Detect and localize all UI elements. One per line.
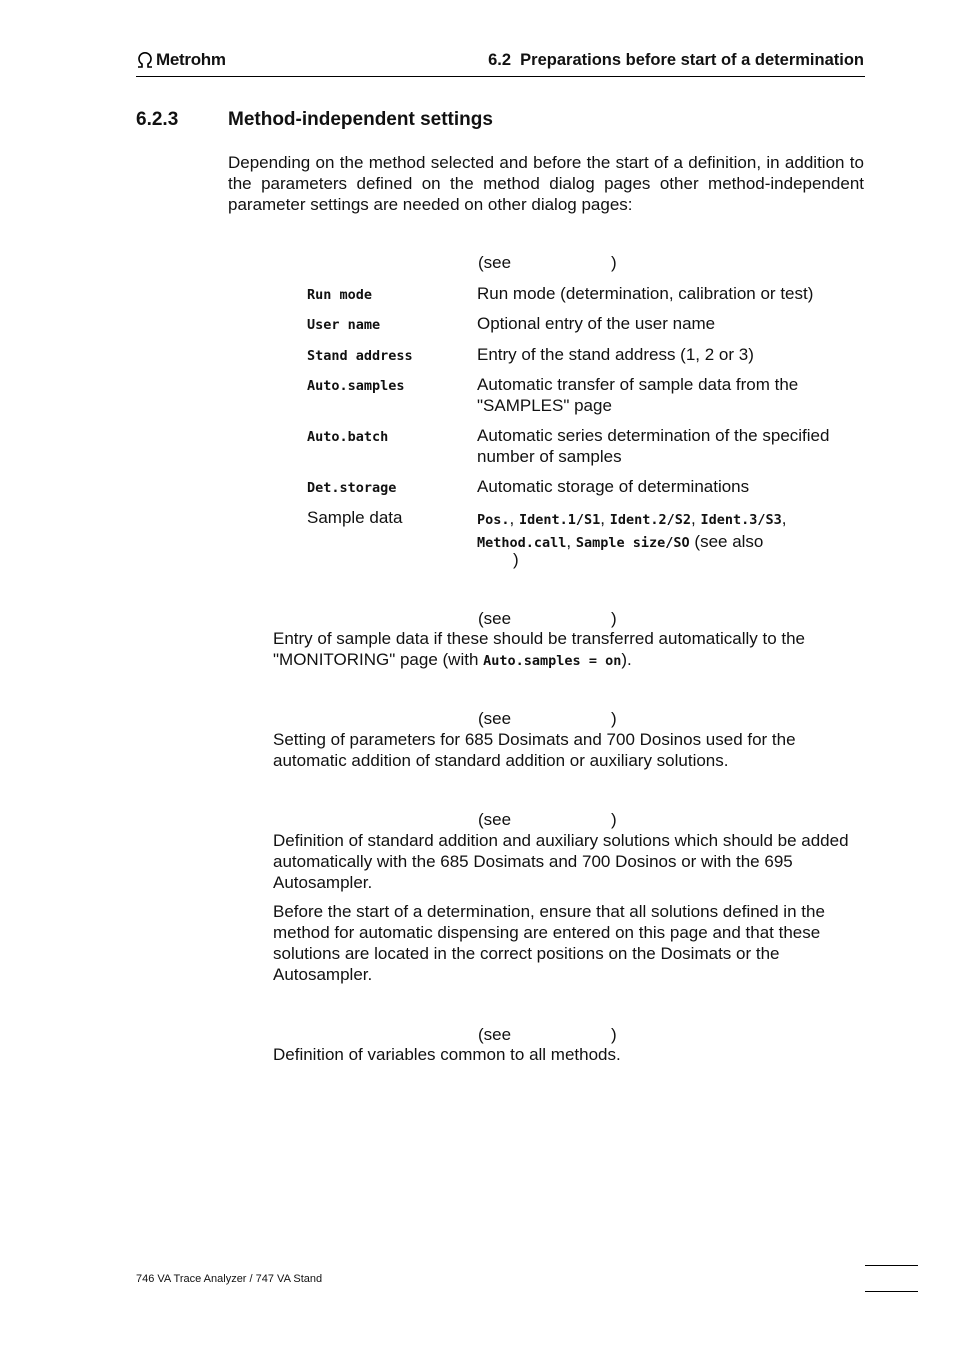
field-ident3: Ident.3/S3 [700,512,782,528]
field-sample-size: Sample size/SO [575,535,690,551]
solutions-paragraph-2: Before the start of a determination, ensure that all solutions defined in the method for automatic dispensing are entered on this page and that these solutions are located in the correct positions on the Dosimats or the Autosampler. [273,902,825,984]
param-desc-auto-samples: Automatic transfer of sample data from the "SAMPLES" page [477,375,799,415]
sep: , [566,532,572,551]
param-label-user-name: User name [307,317,381,333]
see-open: (see [478,253,512,272]
param-label-auto-samples: Auto.samples [307,378,405,394]
sep: , [600,509,605,528]
field-method-call: Method.call [477,535,567,551]
param-label-sample-data: Sample data [307,508,403,527]
monitoring-see-ref [478,252,618,273]
dosimat-see-ref [478,708,618,729]
intro-paragraph: Depending on the method selected and before the start of a definition, in addition to the parameters defined on the method dialog pages other method-independent parameter settings are needed on other dialog pages: [228,153,864,214]
samples-text: Entry of sample data if these should be transferred automatically to the "MONITORING" page (with [273,629,806,669]
see-close: ) [611,709,617,728]
page-number-rule-bottom [865,1291,918,1292]
see-open: (see [478,709,512,728]
sep: , [691,509,696,528]
variables-paragraph: Definition of variables common to all methods. [273,1045,621,1064]
variables-see-ref [478,1024,618,1045]
param-desc-auto-batch: Automatic series determination of the specified number of samples [477,426,830,466]
header-rule [136,76,865,77]
see-close: ) [611,810,617,829]
see-close: ) [611,609,617,628]
samples-text-end: ). [621,650,632,669]
param-label-auto-batch: Auto.batch [307,429,389,445]
see-open: (see [478,810,512,829]
sep: , [509,509,515,528]
brand-logo [136,50,226,70]
field-pos: Pos. [477,512,510,528]
omega-logo-icon [136,52,154,68]
see-close: ) [611,1025,617,1044]
field-ident1: Ident.1/S1 [518,512,601,528]
field-ident2: Ident.2/S2 [609,512,692,528]
param-desc-run-mode: Run mode (determination, calibration or test) [477,284,814,303]
sep: , [781,509,787,528]
see-close: ) [611,253,617,272]
param-label-run-mode: Run mode [307,287,373,303]
solutions-see-ref [478,809,618,830]
param-desc-stand-address: Entry of the stand address (1, 2 or 3) [477,345,754,364]
param-desc-sample-data [477,508,822,554]
running-header-title: 6.2 Preparations before start of a determination [488,51,864,69]
page-number-rule-top [865,1265,918,1266]
see-open: (see [478,609,512,628]
brand-name: Metrohm [156,50,226,69]
param-label-det-storage: Det.storage [307,480,397,496]
samples-paragraph [273,628,833,672]
see-also-close: ) [513,550,519,569]
samples-code: Auto.samples = on [483,653,622,669]
param-label-stand-address: Stand address [307,348,413,364]
see-also: (see also [694,532,764,551]
param-desc-user-name: Optional entry of the user name [477,314,716,333]
param-desc-det-storage: Automatic storage of determinations [477,477,750,496]
section-number: 6.2.3 [136,109,179,130]
samples-see-ref [478,608,618,629]
solutions-paragraph-1: Definition of standard addition and auxiliary solutions which should be added automatically with the 685 Dosimats and 700 Dosinos or with the 695 Autosampler. [273,831,849,892]
footer-product: 746 VA Trace Analyzer / 747 VA Stand [136,1273,323,1285]
see-open: (see [478,1025,512,1044]
section-title: Method-independent settings [228,109,493,130]
dosimat-paragraph: Setting of parameters for 685 Dosimats and 700 Dosinos used for the automatic addition of standard addition or auxiliary solutions. [273,730,796,770]
